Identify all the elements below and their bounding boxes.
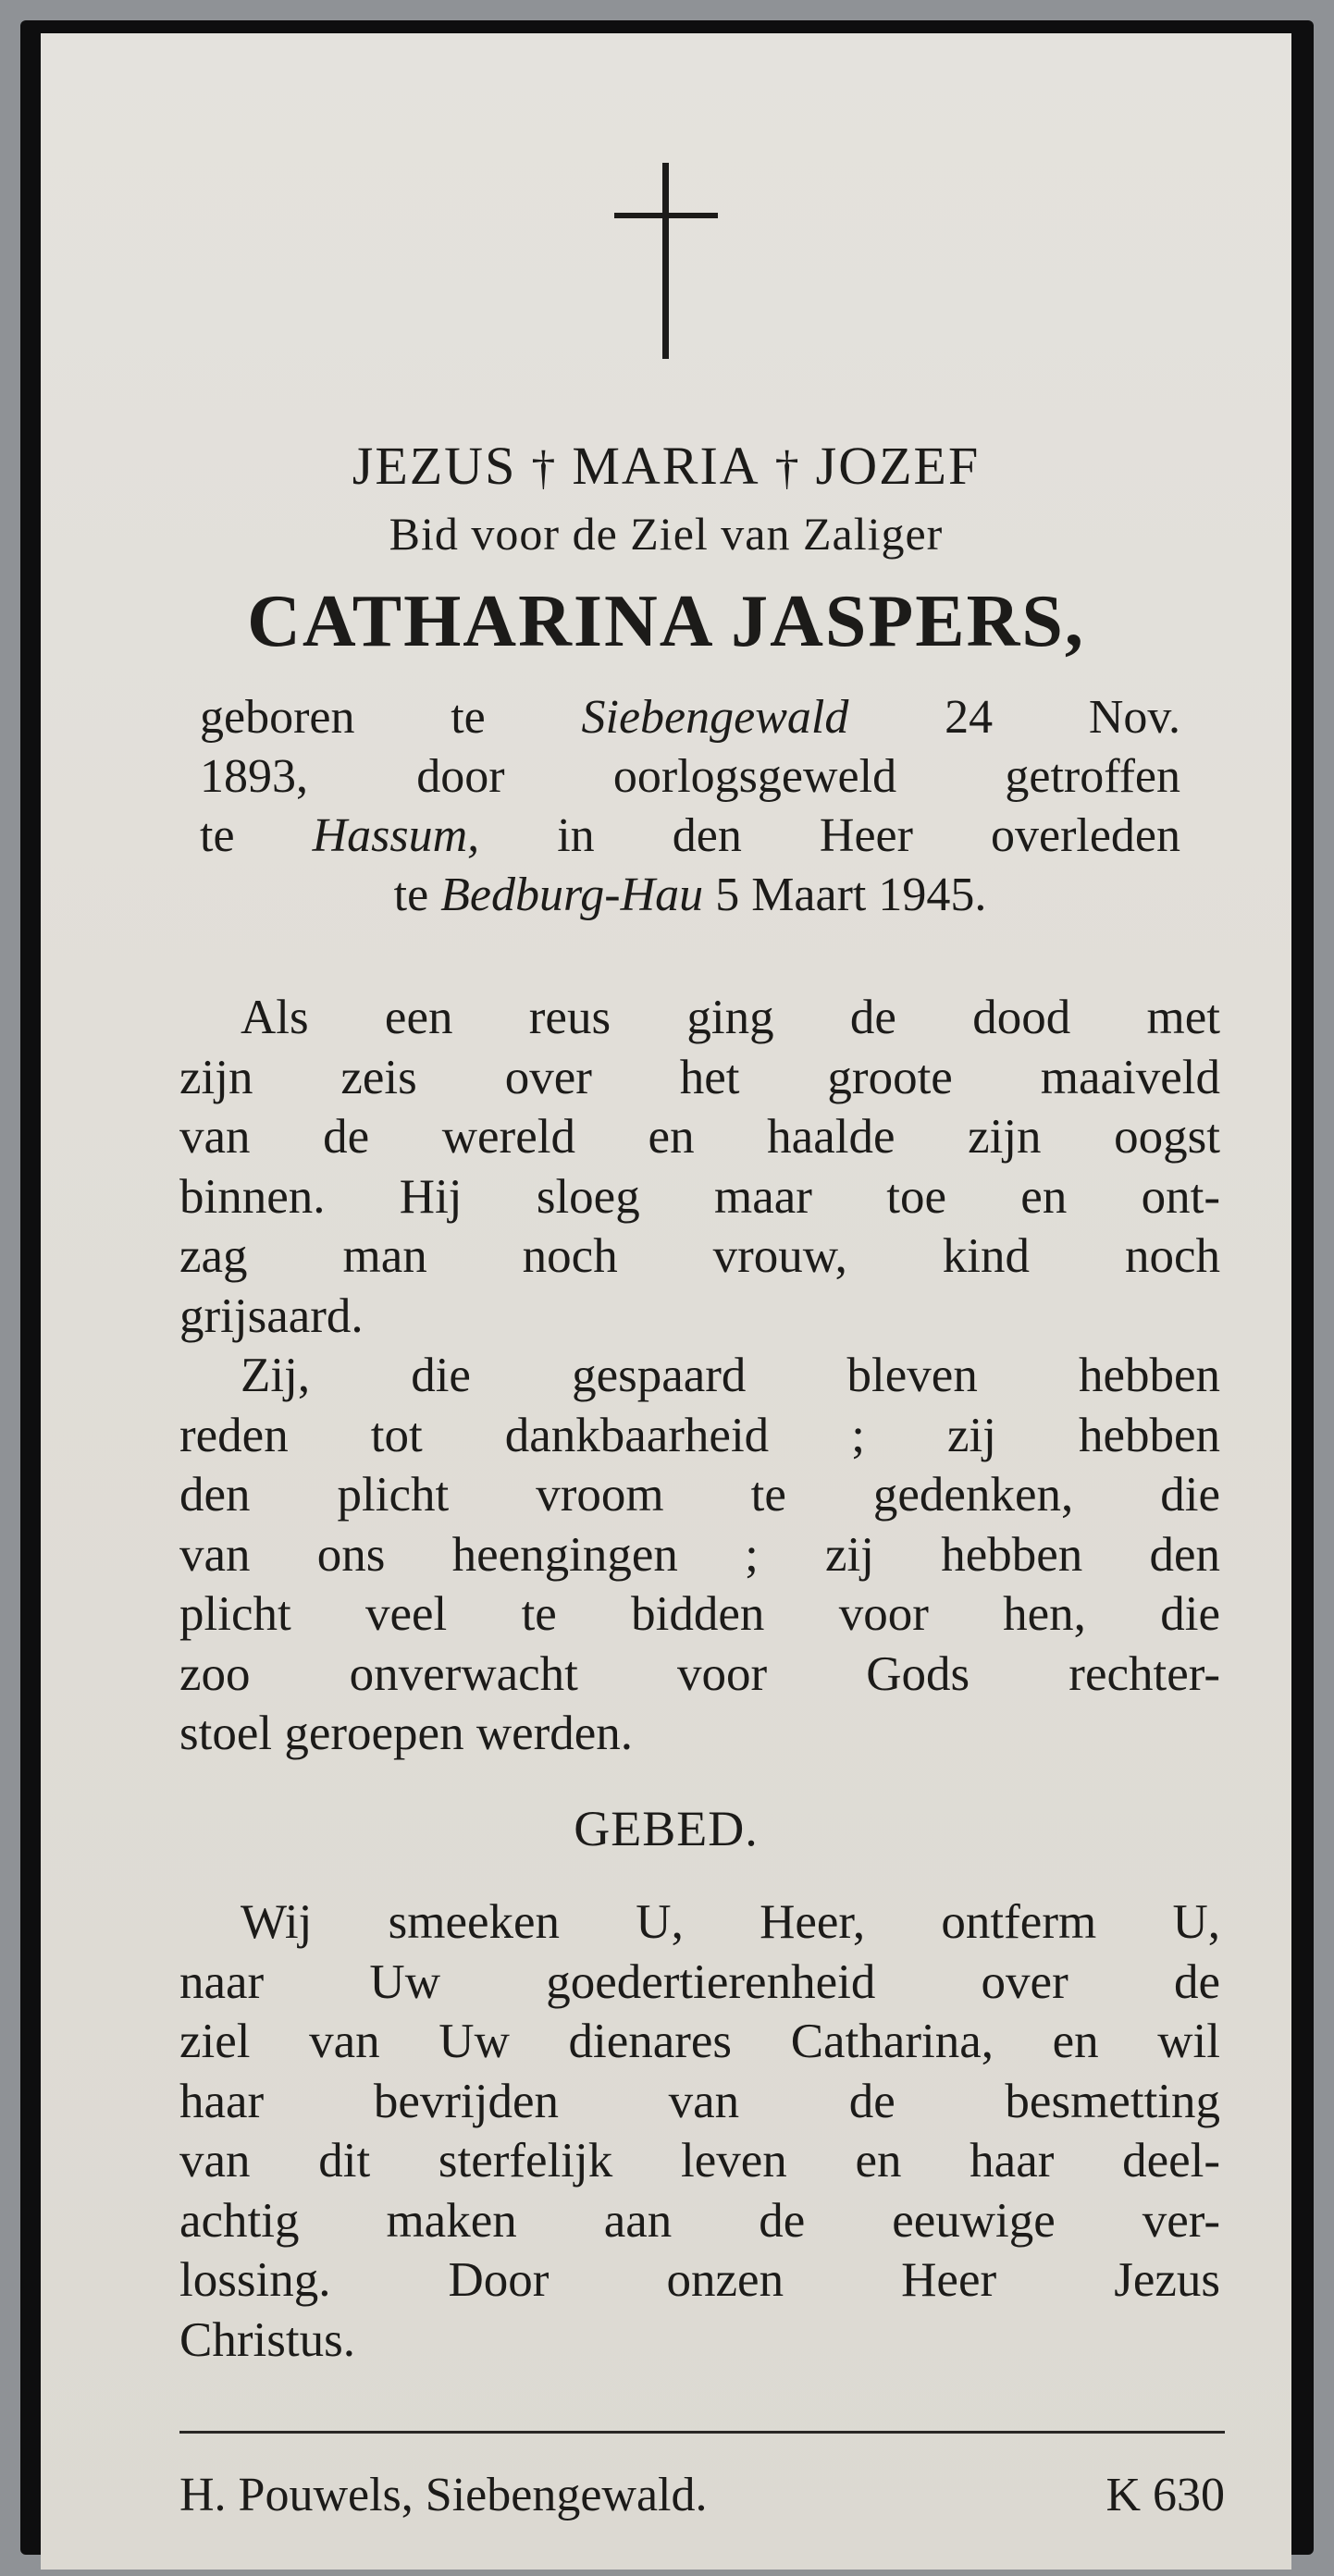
bio-text: 1893, door oorlogsgeweld getroffen — [200, 750, 1180, 803]
prayer-line: ziel van Uw dienares Catharina, en wil — [179, 2015, 1220, 2068]
invocation-line — [41, 433, 1291, 502]
meditation-line: reden tot dankbaarheid ; zij hebben — [179, 1408, 1220, 1462]
invocation-jezus: JEZUS — [352, 436, 517, 496]
small-cross-icon: † — [774, 442, 801, 495]
place-name: Bedburg-Hau — [440, 869, 704, 921]
meditation-line: Als een reus ging de dood met — [241, 991, 1220, 1044]
prayer-line: achtig maken aan de eeuwige ver- — [179, 2193, 1220, 2248]
meditation-line: van de wereld en haalde zijn oogst — [179, 1110, 1220, 1164]
prayer-line: naar Uw goedertierenheid over de — [179, 1954, 1220, 2009]
bio-line — [200, 866, 1180, 925]
meditation-line: den plicht vroom te gedenken, die — [179, 1468, 1220, 1522]
prayer-line: Wij smeeken U, Heer, ontferm U, — [241, 1895, 1220, 1949]
subtitle: Bid voor de Ziel van Zaliger — [389, 508, 944, 560]
bio-line — [200, 747, 1180, 807]
printer-footer — [179, 2466, 1225, 2525]
bio-text: 5 Maart 1945. — [703, 869, 987, 921]
prayer-line: Christus. — [179, 2312, 355, 2367]
bio-text: 24 Nov. — [848, 691, 1180, 744]
card-header — [41, 433, 1291, 672]
meditation-line: plicht veel te bidden voor hen, die — [179, 1587, 1220, 1641]
card-code: K 630 — [1105, 2469, 1225, 2521]
meditation-text — [179, 988, 1220, 1764]
invocation-maria: MARIA — [572, 436, 760, 496]
biography — [200, 688, 1180, 925]
bio-text: te — [393, 869, 441, 921]
prayer-line: van dit sterfelijk leven en haar deel- — [179, 2134, 1220, 2188]
meditation-line: zag man noch vrouw, kind noch — [179, 1229, 1220, 1283]
meditation-line: stoel geroepen werden. — [179, 1707, 634, 1760]
bio-line — [200, 807, 1180, 866]
meditation-line: grijsaard. — [179, 1288, 364, 1343]
invocation-jozef: JOZEF — [815, 436, 981, 496]
prayer-line: lossing. Door onzen Heer Jezus — [179, 2253, 1220, 2307]
memorial-card — [41, 33, 1291, 2570]
prayer-text — [179, 1892, 1220, 2370]
bio-text: in den Heer overleden — [479, 809, 1180, 862]
meditation-line: zijn zeis over het groote maaiveld — [179, 1050, 1220, 1104]
cross-icon — [41, 163, 1291, 366]
meditation-line: van ons heengingen ; zij hebben den — [179, 1527, 1220, 1582]
bio-line — [200, 688, 1180, 747]
prayer-line: haar bevrijden van de besmetting — [179, 2074, 1220, 2128]
prayer-title: GEBED. — [574, 1801, 759, 1856]
small-cross-icon: † — [531, 442, 558, 495]
meditation-line: zoo onverwacht voor Gods rechter- — [179, 1646, 1220, 1701]
meditation-line: Zij, die gespaard bleven hebben — [241, 1349, 1220, 1402]
bio-text: geboren te — [200, 691, 582, 744]
place-name: Hassum, — [312, 809, 480, 862]
deceased-name: CATHARINA JASPERS, — [247, 581, 1085, 662]
bio-text: te — [200, 809, 313, 862]
printer-name: H. Pouwels, Siebengewald. — [179, 2469, 708, 2521]
divider — [179, 2431, 1225, 2434]
meditation-line: binnen. Hij sloeg maar toe en ont- — [179, 1169, 1220, 1224]
place-name: Siebengewald — [581, 691, 849, 744]
